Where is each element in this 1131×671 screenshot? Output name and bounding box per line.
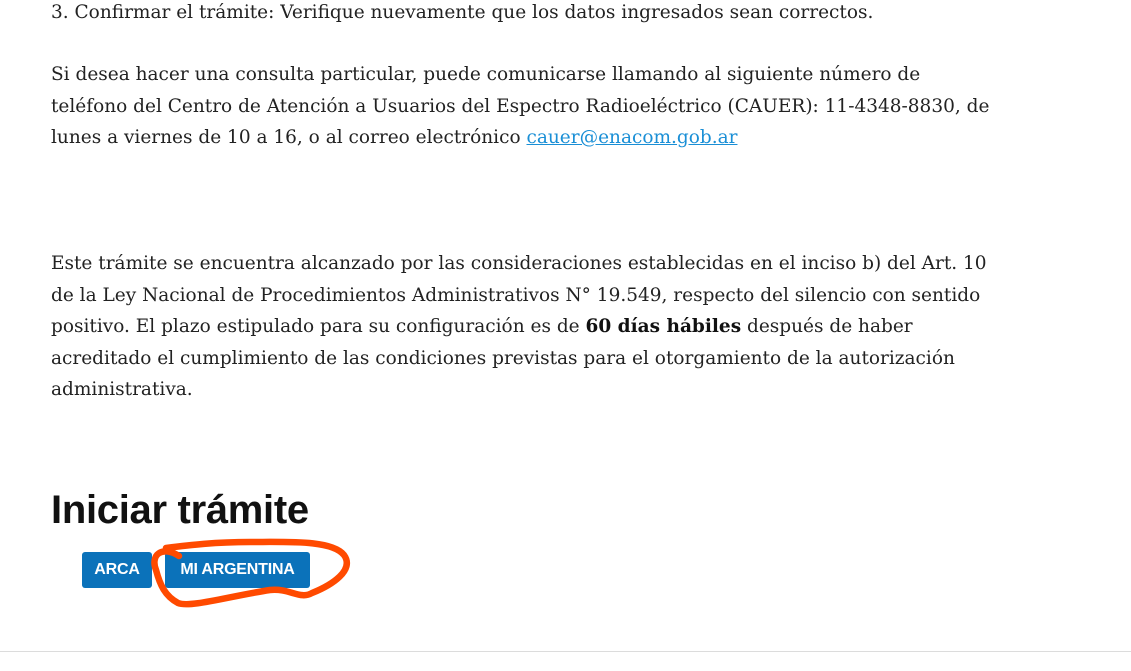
email-link[interactable]: cauer@enacom.gob.ar [526,127,738,149]
start-procedure-heading: Iniciar trámite [51,488,309,532]
silence-text-after: después de haber acreditado el cumplimiento de las condiciones previstas para el otorgamiento de la autorización administrativa. [51,316,955,401]
contact-text: Si desea hacer una consulta particular, puede comunicarse llamando al siguiente número de teléfono del Centro de Atención a Usuarios del Espectro Radioeléctrico (CAUER): 11-4348-8830, de lunes a viernes de 10 a 16, o al correo electrónico [51,64,990,149]
deadline-highlight: 60 días hábiles [585,316,742,338]
contact-paragraph [51,59,996,154]
mi-argentina-button[interactable]: MI ARGENTINA [165,552,310,588]
arca-button[interactable]: ARCA [82,552,152,588]
step-3-text: 3. Confirmar el trámite: Verifique nuevamente que los datos ingresados sean correctos. [51,2,874,23]
silence-paragraph [51,248,996,406]
silence-text-before: Este trámite se encuentra alcanzado por las consideraciones establecidas en el inciso b) del Art. 10 de la Ley Nacional de Procedimientos Administrativos N° 19.549, respecto del silencio con sentido positivo. El plazo estipulado para su configuración es de [51,253,987,338]
footer-divider [0,651,1131,652]
